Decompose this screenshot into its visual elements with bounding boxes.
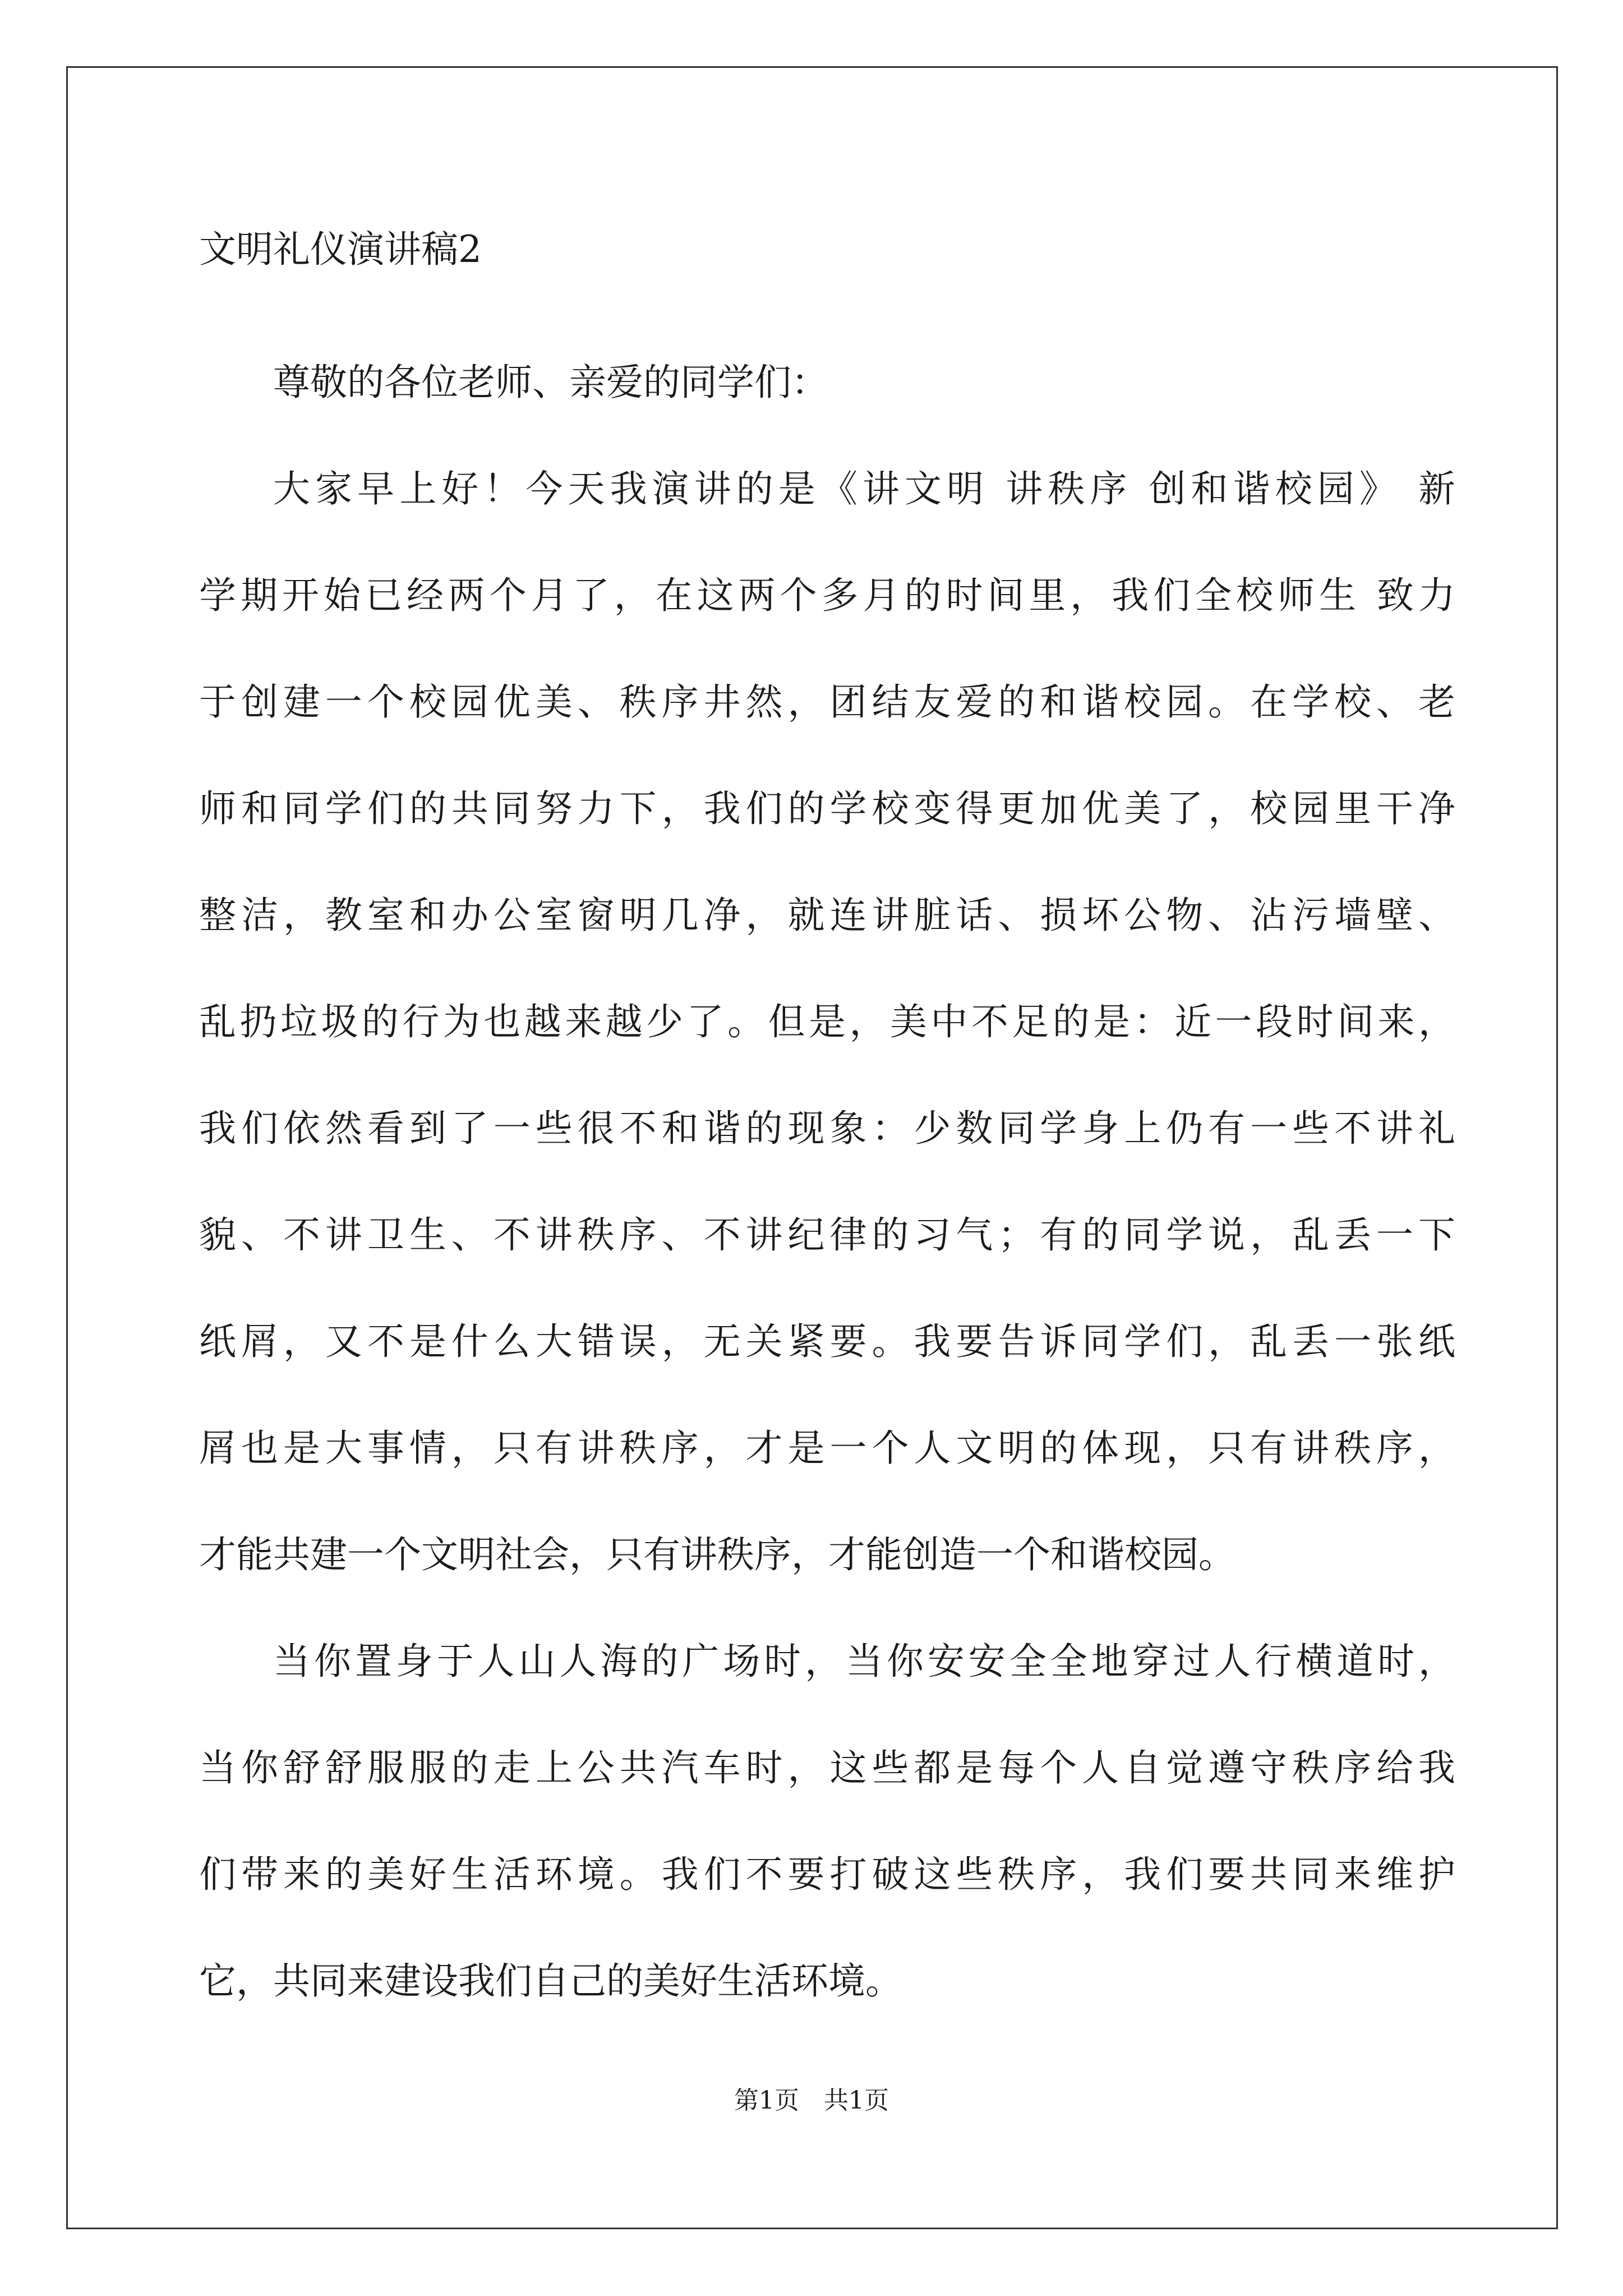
text-line: 师和同学们的共同努力下，我们的学校变得更加优美了，校园里干净 <box>199 787 1455 830</box>
text-line: 纸屑，又不是什么大错误，无关紧要。我要告诉同学们，乱丢一张纸 <box>199 1320 1455 1363</box>
paragraph-greeting <box>199 329 1455 436</box>
paragraph-main <box>199 436 1455 1608</box>
text-line: 它，共同来建设我们自己的美好生活环境。 <box>199 1959 902 2003</box>
text-line: 貌、不讲卫生、不讲秩序、不讲纪律的习气；有的同学说，乱丢一下 <box>199 1213 1455 1257</box>
text-line: 学期开始已经两个月了，在这两个多月的时间里，我们全校师生 致力 <box>199 574 1455 617</box>
text-line: 于创建一个校园优美、秩序井然，团结友爱的和谐校园。在学校、老 <box>199 680 1455 724</box>
text-line: 屑也是大事情，只有讲秩序，才是一个人文明的体现，只有讲秩序， <box>199 1427 1455 1470</box>
text-line: 们带来的美好生活环境。我们不要打破这些秩序，我们要共同来维护 <box>199 1853 1455 1896</box>
text-line: 尊敬的各位老师、亲爱的同学们： <box>273 361 828 404</box>
paragraph-order <box>199 1608 1455 2035</box>
document-title: 文明礼仪演讲稿2 <box>199 228 482 271</box>
text-line: 整洁，教室和办公室窗明几净，就连讲脏话、损坏公物、沾污墙壁、 <box>199 894 1455 937</box>
document-body <box>199 222 1455 2035</box>
text-line: 大家早上好！今天我演讲的是《讲文明 讲秩序 创和谐校园》 新 <box>273 467 1455 510</box>
text-line: 我们依然看到了一些很不和谐的现象：少数同学身上仍有一些不讲礼 <box>199 1107 1455 1150</box>
text-line: 当你舒舒服服的走上公共汽车时，这些都是每个人自觉遵守秩序给我 <box>199 1746 1455 1789</box>
text-line: 才能共建一个文明社会，只有讲秩序，才能创造一个和谐校园。 <box>199 1533 1235 1576</box>
text-line: 乱扔垃圾的行为也越来越少了。但是，美中不足的是：近一段时间来， <box>199 1000 1455 1043</box>
text-line: 当你置身于人山人海的广场时，当你安安全全地穿过人行横道时， <box>273 1640 1455 1683</box>
page-footer: 第1页 共1页 <box>734 2086 889 2115</box>
